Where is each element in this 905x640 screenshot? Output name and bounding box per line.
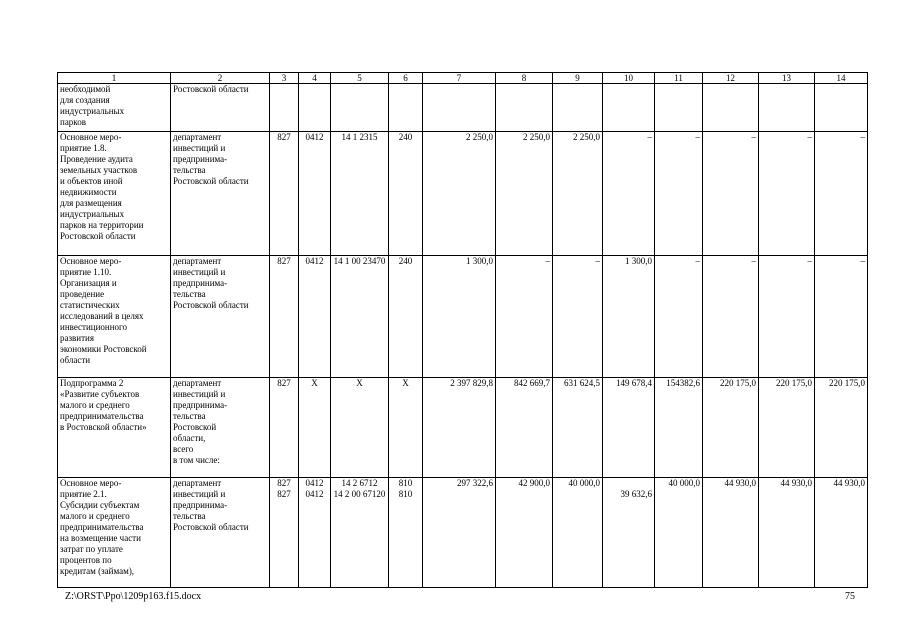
table-cell-col-9 [553, 84, 603, 132]
table-cell-col-12: 44 930,0 [703, 478, 759, 588]
table-cell-col-3: 827 827 [270, 478, 299, 588]
table-cell-col-7 [423, 84, 496, 132]
table-cell-col-7: 2 397 829,8 [423, 378, 496, 478]
table-cell-col-7: 1 300,0 [423, 256, 496, 378]
table-row [58, 84, 868, 132]
column-number-8: 8 [496, 73, 553, 84]
table-cell-col-13: 220 175,0 [759, 378, 815, 478]
table-cell-col-1: Подпрограмма 2 «Развитие субъектов малого и среднего предпринимательства в Ростовской области» [58, 378, 171, 478]
table-cell-col-5 [331, 84, 389, 132]
table-cell-col-11: 40 000,0 [655, 478, 703, 588]
table-cell-col-14: 220 175,0 [815, 378, 868, 478]
table-cell-col-13: 44 930,0 [759, 478, 815, 588]
table-cell-col-3: 827 [270, 378, 299, 478]
table-cell-col-6: 810 810 [389, 478, 423, 588]
table-cell-col-6 [389, 84, 423, 132]
table-cell-col-11: 154382,6 [655, 378, 703, 478]
table-cell-col-4 [299, 84, 331, 132]
table-cell-col-5: 14 1 2315 [331, 132, 389, 256]
column-number-4: 4 [299, 73, 331, 84]
table-cell-col-2: департамент инвестиций и предпринима- тельства Ростовской области [171, 256, 270, 378]
table-cell-col-9: – [553, 256, 603, 378]
table-cell-col-4: 0412 [299, 256, 331, 378]
table-cell-col-13: – [759, 256, 815, 378]
table-cell-col-1: Основное меро- приятие 1.8. Проведение аудита земельных участков и объектов иной недвижимости для размещения индустриальных парков на территории Ростовской области [58, 132, 171, 256]
table-cell-col-9: 631 624,5 [553, 378, 603, 478]
table-cell-col-8: 42 900,0 [496, 478, 553, 588]
table-cell-col-6: 240 [389, 132, 423, 256]
column-number-5: 5 [331, 73, 389, 84]
column-number-3: 3 [270, 73, 299, 84]
table-cell-col-13: – [759, 132, 815, 256]
column-number-13: 13 [759, 73, 815, 84]
table-cell-col-3: 827 [270, 132, 299, 256]
table-cell-col-12: – [703, 132, 759, 256]
table-cell-col-3: 827 [270, 256, 299, 378]
table-row [58, 256, 868, 378]
table-cell-col-6: Х [389, 378, 423, 478]
column-number-10: 10 [603, 73, 655, 84]
table-cell-col-1: Основное меро- приятие 1.10. Организация и проведение статистических исследований в целях инвестиционного развития экономики Ростовской области [58, 256, 171, 378]
table-cell-col-11: – [655, 256, 703, 378]
column-number-6: 6 [389, 73, 423, 84]
table-cell-col-10: 149 678,4 [603, 378, 655, 478]
table-cell-col-6: 240 [389, 256, 423, 378]
column-number-9: 9 [553, 73, 603, 84]
column-number-14: 14 [815, 73, 868, 84]
column-number-row [58, 73, 868, 84]
table-row [58, 132, 868, 256]
table-row [58, 478, 868, 588]
table-cell-col-2: Ростовской области [171, 84, 270, 132]
column-number-11: 11 [655, 73, 703, 84]
table-cell-col-8: 2 250,0 [496, 132, 553, 256]
table-cell-col-10: 1 300,0 [603, 256, 655, 378]
table-cell-col-7: 2 250,0 [423, 132, 496, 256]
table-cell-col-13 [759, 84, 815, 132]
table-cell-col-14: – [815, 132, 868, 256]
table-cell-col-12 [703, 84, 759, 132]
budget-table [57, 72, 868, 588]
table-cell-col-2: департамент инвестиций и предпринима- тельства Ростовской области, всего в том числе: [171, 378, 270, 478]
table-cell-col-1: Основное меро- приятие 2.1. Субсидии субъектам малого и среднего предпринимательства на возмещение части затрат по уплате процентов по кредитам (займам), [58, 478, 171, 588]
table-cell-col-2: департамент инвестиций и предпринима- тельства Ростовской области [171, 478, 270, 588]
footer-file-path: Z:\ORST\Ppo\1209p163.f15.docx [65, 591, 202, 602]
column-number-12: 12 [703, 73, 759, 84]
table-cell-col-14 [815, 84, 868, 132]
table-cell-col-9: 40 000,0 [553, 478, 603, 588]
table-cell-col-11 [655, 84, 703, 132]
table-cell-col-4: 0412 0412 [299, 478, 331, 588]
table-cell-col-2: департамент инвестиций и предпринима- тельства Ростовской области [171, 132, 270, 256]
table-cell-col-8 [496, 84, 553, 132]
table-cell-col-8: 842 669,7 [496, 378, 553, 478]
table-cell-col-14: 44 930,0 [815, 478, 868, 588]
table-cell-col-4: 0412 [299, 132, 331, 256]
table-cell-col-1: необходимой для создания индустриальных парков [58, 84, 171, 132]
table-cell-col-4: Х [299, 378, 331, 478]
table-cell-col-12: – [703, 256, 759, 378]
table-cell-col-5: Х [331, 378, 389, 478]
table-cell-col-12: 220 175,0 [703, 378, 759, 478]
column-number-1: 1 [58, 73, 171, 84]
table-cell-col-11: – [655, 132, 703, 256]
table-body [58, 73, 868, 588]
table-row [58, 378, 868, 478]
table-cell-col-14: – [815, 256, 868, 378]
table-cell-col-8: – [496, 256, 553, 378]
table-cell-col-7: 297 322,6 [423, 478, 496, 588]
table-cell-col-5: 14 1 00 23470 [331, 256, 389, 378]
column-number-2: 2 [171, 73, 270, 84]
table-cell-col-3 [270, 84, 299, 132]
table-cell-col-9: 2 250,0 [553, 132, 603, 256]
page-number: 75 [845, 591, 855, 602]
column-number-7: 7 [423, 73, 496, 84]
table-cell-col-10 [603, 84, 655, 132]
table-cell-col-5: 14 2 6712 14 2 00 67120 [331, 478, 389, 588]
table-cell-col-10: – [603, 132, 655, 256]
table-cell-col-10: 39 632,6 [603, 478, 655, 588]
